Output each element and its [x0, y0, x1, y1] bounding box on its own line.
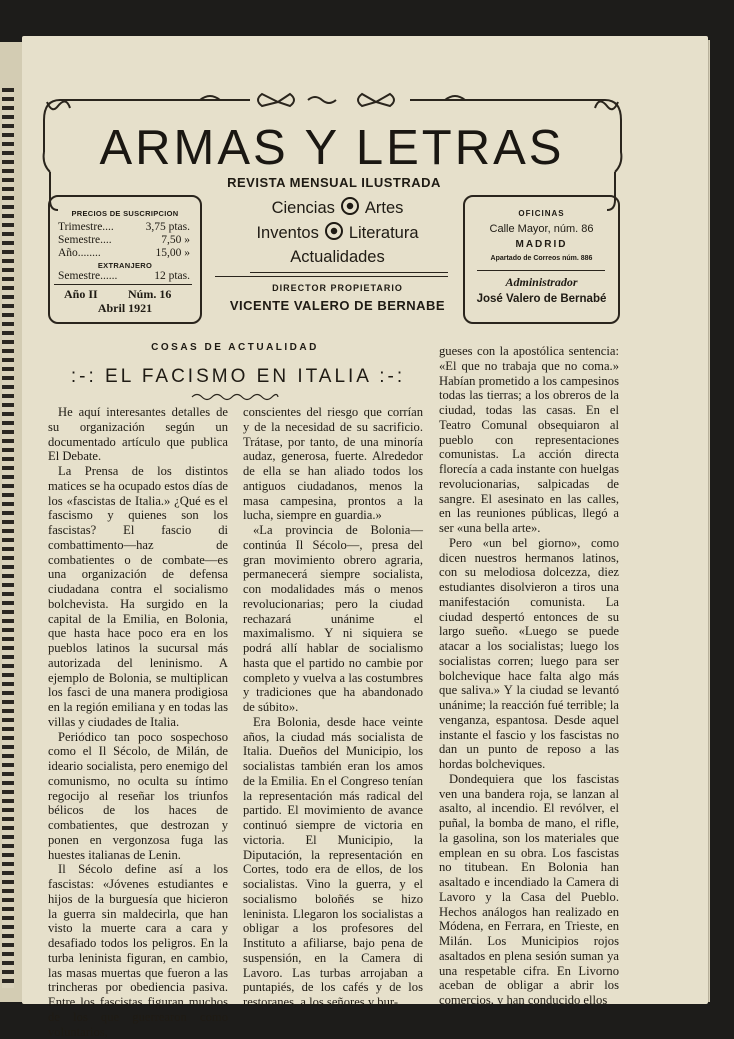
price-label: Semestre......	[58, 270, 118, 282]
subscription-heading: PRECIOS DE SUSCRIPCION	[71, 209, 179, 218]
paragraph: «La provincia de Bolonia—continúa Il Sécolo—, presa del gran movimiento obrero agraria, permanecerá siempre socialista, con modalidades más o menos revolucionarias; pero la ciudad rechazará unánime el maximalismo. Y ni siquiera se podrá allí hablar de socialismo hasta que el partido no cambie por completo y vuelva a las costumbres y tradiciones que ha abandonado de súbito».	[243, 523, 423, 714]
binding-stitches	[2, 88, 14, 988]
price-row	[58, 234, 190, 246]
topic-actualidades: Actualidades	[290, 248, 385, 266]
offices-street: Calle Mayor, núm. 86	[489, 223, 594, 235]
topic-artes: Artes	[364, 199, 404, 217]
magazine-subtitle: REVISTA MENSUAL ILUSTRADA	[227, 175, 441, 190]
paragraph: Il Sécolo define así a los fascistas: «Jóvenes estudiantes e hijos de la burguesía que hicieron la guerra sin maldecirla, que han visto la muerte cara a cara y desafiado todos los peligros. En la turba leninista figuran, en cambio, las masas muertas que fueron a las trincheras por obediencia pasiva. Entre los fascistas figuran muchos de los que guerrearon como voluntarios,	[48, 862, 228, 1039]
article-headline: :-: EL FACISMO EN ITALIA :-:	[70, 366, 406, 387]
divider-rule	[215, 276, 448, 277]
director-name: VICENTE VALERO DE BERNABE	[229, 298, 446, 313]
subscription-box	[48, 195, 202, 324]
price-row	[58, 247, 190, 259]
divider-rule	[54, 284, 192, 285]
offices-box	[463, 195, 620, 324]
ornament-icon	[325, 222, 343, 240]
paragraph: gueses con la apostólica sentencia: «El que no trabaja que no coma.» Habían prometido a los campesinos todas las tierras; a los obreros de la ciudad, todas las casas. En el Teatro Comunal obsequiaron al pueblo con representaciones comunistas. La acción directa florecía a cada instante con huelgas revolucionarias, salpicadas de sangre. El asesinato en las calles, en las reuniones públicas, llegó a ser «una bella arte».	[439, 344, 619, 535]
price-label: Semestre....	[58, 234, 112, 246]
admin-label: Administrador	[505, 275, 578, 289]
offices-city: MADRID	[515, 239, 568, 250]
price-value: 3,75 ptas.	[145, 221, 190, 233]
paragraph: Pero «un bel giorno», como dicen nuestros hermanos latinos, con su melodiosa dolcezza, diez estudiantes disolvieron a tiros una manifestación comunista. La ciudad despertó entonces de su largo sueño. «Luego se puede atacar a los socialistas; luego los socialistas corren; luego para ser bolchevique hace falta algo más que saliva.» Y la ciudad se levantó unánime; la reacción fué terrible; la venganza, espantosa. Desde aquel instante el fascio y los fascistas no dan un punto de reposo a las hordas bolcheviques.	[439, 535, 619, 771]
offices-heading: OFICINAS	[518, 209, 565, 218]
topic-ciencias: Ciencias	[271, 199, 335, 217]
section-label: COSAS DE ACTUALIDAD	[151, 342, 319, 353]
issue-year: Año II	[64, 287, 98, 301]
article-column-1	[48, 405, 228, 1039]
issue-date: Abril 1921	[97, 301, 153, 315]
topics-line-2	[210, 222, 465, 243]
decorative-squiggle	[190, 392, 280, 402]
paragraph: Era Bolonia, desde hace veinte años, la ciudad más socialista de Italia. Dueños del Municipio, los socialistas también eran los amos de la Emilia. En el Congreso tenían la representación más radical del partido. El movimiento de avance continuó siempre de victoria en victoria. El Municipio, la Diputación, la representación en Cortes, todo era de ellos, de los socialistas. Vino la guerra, y el socialismo boloñés se hizo leninista. Llegaron los socialistas a obligar a los profesores del Instituto a afiliarse, bajo pena de suspensión, en la Camera di Lavoro. Las turbas arrojaban a puntapiés, de los cafés y de los restoranes, a los señores y bur-	[243, 714, 423, 1009]
price-label: Trimestre....	[58, 221, 114, 233]
price-row	[58, 270, 190, 282]
topics-line-1	[210, 197, 465, 218]
paragraph: Periódico tan poco sospechoso como el Il Sécolo, de Milán, de ideario socialista, pero enemigo del comunismo, no oculta su íntimo regocijo al reseñar los triunfos bélicos de los haces de combatientes, que destrozan y ponen en vergonzosa fuga las huestes italianas de Lenin.	[48, 729, 228, 862]
price-value: 7,50 »	[161, 234, 190, 246]
issue-number: Núm. 16	[128, 287, 172, 301]
admin-name: José Valero de Bernabé	[476, 293, 607, 305]
divider-rule	[477, 270, 605, 271]
price-value: 15,00 »	[155, 247, 190, 259]
topic-inventos: Inventos	[256, 224, 319, 242]
foreign-heading: EXTRANJERO	[97, 261, 153, 270]
paragraph: He aquí interesantes detalles de su organización según un documentado artículo que publica El Debate.	[48, 405, 228, 464]
topic-literatura: Literatura	[348, 224, 419, 242]
director-label: DIRECTOR PROPIETARIO	[272, 283, 403, 293]
paragraph: Dondequiera que los fascistas ven una bandera roja, se lanzan al asalto, al incendio. El revólver, el puñal, la bomba de mano, el rifle, la gasolina, son los materiales que emplean en su obra. Los fascistas no titubean. En Bolonia han asaltado e incendiado la Camera di Lavoro y la Casa del Pueblo. Hechos análogos han realizado en Módena, en Ferrara, en Trieste, en Milán. Los Municipios rojos asaltados en plena sesión suman ya una respetable cifra. En Livorno aceban de obligar a abrir los comercios, y han conducido ellos	[439, 771, 619, 1007]
price-value: 12 ptas.	[154, 270, 190, 282]
offices-po-box: Apartado de Correos núm. 886	[490, 255, 593, 262]
paragraph: conscientes del riesgo que corrían y de la necesidad de su sacrificio. Trátase, por tanto, de una minoría audaz, generosa, fuerte. Alrededor de ella se han aliado todos los antiguos ciudadanos, menos la masa campesina, prontos a la lucha, siempre en guardia.»	[243, 405, 423, 523]
article-column-3	[439, 344, 619, 1008]
price-row	[58, 221, 190, 233]
paragraph: La Prensa de los distintos matices se ha ocupado estos días de los «fascistas de Italia.» ¿Qué es el fascismo y quienes son los fascistas? El fascio di combattimento—haz de combatientes o de combate—es una organización de defensa ciudadana contra el socialismo bolchevista. Ha surgido en la capital de la Emilia, en Bolonia, que hasta hace poco era en los pueblos latinos la sucursal más autorizada del leninismo. A ejemplo de Bolonia, se multiplican los fasci de una manera prodigiosa en la región emiliana y en todas las villas y ciudades de Italia.	[48, 464, 228, 729]
article-column-2	[243, 405, 423, 1010]
divider-rule	[250, 272, 448, 273]
ornament-icon	[341, 197, 359, 215]
magazine-title: ARMAS Y LETRAS	[99, 121, 565, 175]
price-label: Año........	[58, 247, 101, 259]
